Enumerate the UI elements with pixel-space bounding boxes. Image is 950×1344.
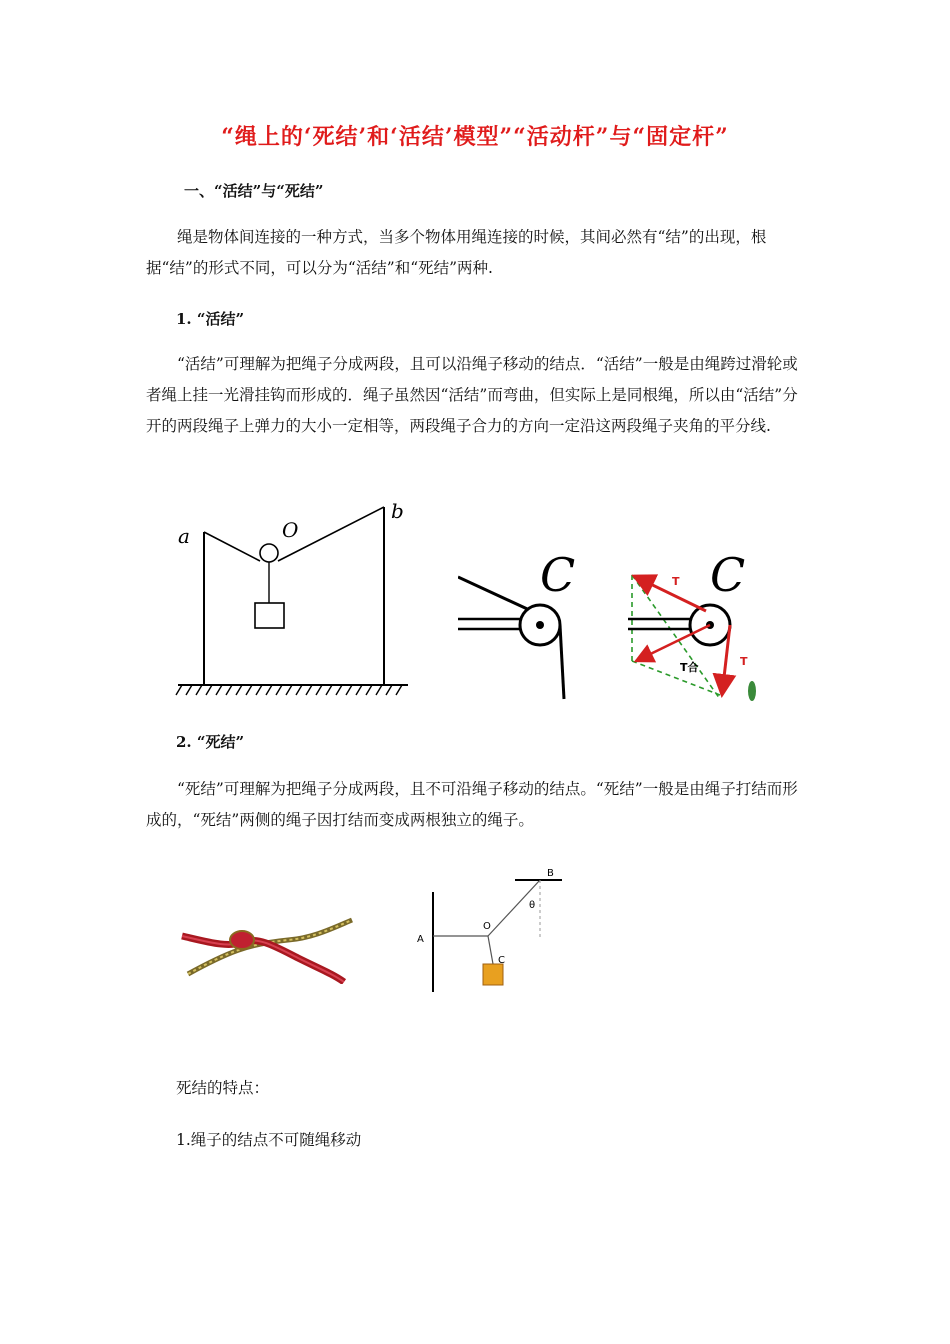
- sijie-paragraph: “死结”可理解为把绳子分成两段，且不可沿绳子移动的结点。“死结”一般是由绳子打结而形成的，“死结”两侧的绳子因打结而变成两根独立的绳子。: [146, 780, 798, 829]
- subheading-sijie: 2. “死结”: [176, 733, 245, 751]
- block-c: [483, 964, 503, 985]
- label-t2: T: [740, 655, 748, 668]
- page-title: “绳上的‘死结’和‘活结’模型”“活动杆”与“固定杆”: [221, 124, 729, 150]
- label-c: C: [710, 548, 746, 602]
- pulley-icon: [260, 544, 278, 562]
- label-t1: T: [672, 575, 680, 588]
- huojie-paragraph: “活结”可理解为把绳子分成两段，且可以沿绳子移动的结点．“活结”一般是由绳跨过滑轮或者绳上挂一光滑挂钩而形成的．绳子虽然因“活结”而弯曲，但实际上是同根绳，所以由“活结”分开的两段绳子上弹力的大小一定相等，两段绳子合力的方向一定沿这两段绳子夹角的平分线.: [146, 355, 798, 435]
- knot: [230, 931, 254, 949]
- pulley-c-diagram: [458, 545, 586, 703]
- subheading-huojie: 1. “活结”: [176, 310, 245, 328]
- section-heading: 一、“活结”与“死结”: [184, 182, 324, 200]
- label-theta: θ: [529, 900, 536, 911]
- label-o: O: [282, 518, 299, 542]
- feature-item-1: 1.绳子的结点不可随绳移动: [176, 1131, 362, 1149]
- label-b: B: [547, 868, 554, 879]
- knotted-rope-photo: [178, 912, 356, 984]
- features-heading: 死结的特点：: [176, 1079, 270, 1097]
- leaf-decoration: [748, 681, 756, 701]
- label-b: b: [391, 499, 404, 523]
- label-a: a: [178, 524, 190, 548]
- label-tsum: T合: [680, 661, 699, 674]
- label-c: C: [498, 955, 505, 966]
- force-vector-diagram: [628, 545, 758, 703]
- pulley-rope-diagram: [172, 495, 417, 700]
- label-c: C: [540, 548, 576, 602]
- dead-knot-diagram: [405, 862, 570, 997]
- hanging-block: [255, 603, 284, 628]
- intro-paragraph: 绳是物体间连接的一种方式，当多个物体用绳连接的时候，其间必然有“结”的出现，根据“结”的形式不同，可以分为“活结”和“死结”两种.: [146, 228, 767, 277]
- label-a: A: [417, 934, 424, 945]
- label-o: O: [483, 921, 491, 932]
